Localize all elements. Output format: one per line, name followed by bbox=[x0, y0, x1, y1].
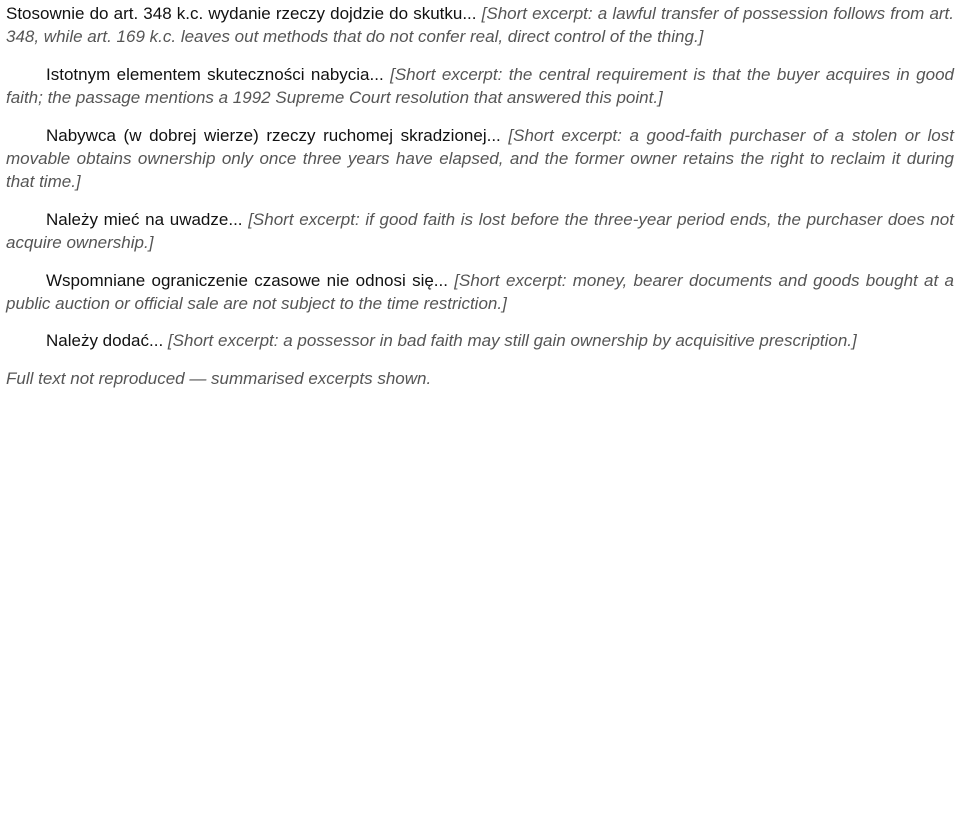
paragraph-2 bbox=[6, 63, 954, 110]
paragraph-4-summary: [Short excerpt: if good faith is lost before the three-year period ends, the purchaser does not acquire ownership.] bbox=[6, 209, 954, 253]
paragraph-4 bbox=[6, 208, 954, 255]
paragraph-1-opening: Stosownie do art. 348 k.c. wydanie rzeczy dojdzie do skutku... bbox=[6, 4, 477, 23]
paragraph-5-summary: [Short excerpt: money, bearer documents and goods bought at a public auction or official sale are not subject to the time restriction.] bbox=[6, 270, 954, 314]
omission-note: Full text not reproduced — summarised excerpts shown. bbox=[6, 368, 432, 388]
paragraph-1-summary: [Short excerpt: a lawful transfer of possession follows from art. 348, while art. 169 k.c. leaves out methods that do not confer real, direct control of the thing.] bbox=[6, 4, 955, 47]
paragraph-3-summary: [Short excerpt: a good-faith purchaser of a stolen or lost movable obtains ownership only once three years have elapsed, and the former owner retains the right to reclaim it during that time.] bbox=[6, 125, 954, 192]
paragraph-5-opening: Wspomniane ograniczenie czasowe nie odnosi się... bbox=[46, 270, 448, 290]
paragraph-1 bbox=[6, 2, 954, 49]
paragraph-5 bbox=[6, 269, 954, 316]
paragraph-6-summary: [Short excerpt: a possessor in bad faith may still gain ownership by acquisitive prescription.] bbox=[167, 331, 857, 351]
paragraph-2-summary: [Short excerpt: the central requirement is that the buyer acquires in good faith; the passage mentions a 1992 Supreme Court resolution that answered this point.] bbox=[6, 64, 954, 108]
paragraph-4-opening: Należy mieć na uwadze... bbox=[46, 209, 243, 229]
paragraph-3-opening: Nabywca (w dobrej wierze) rzeczy ruchomej skradzionej... bbox=[46, 125, 501, 145]
paragraph-6 bbox=[6, 329, 954, 352]
paragraph-3 bbox=[6, 124, 954, 194]
paragraph-2-opening: Istotnym elementem skuteczności nabycia... bbox=[46, 64, 384, 84]
paragraph-6-opening: Należy dodać... bbox=[46, 331, 164, 351]
